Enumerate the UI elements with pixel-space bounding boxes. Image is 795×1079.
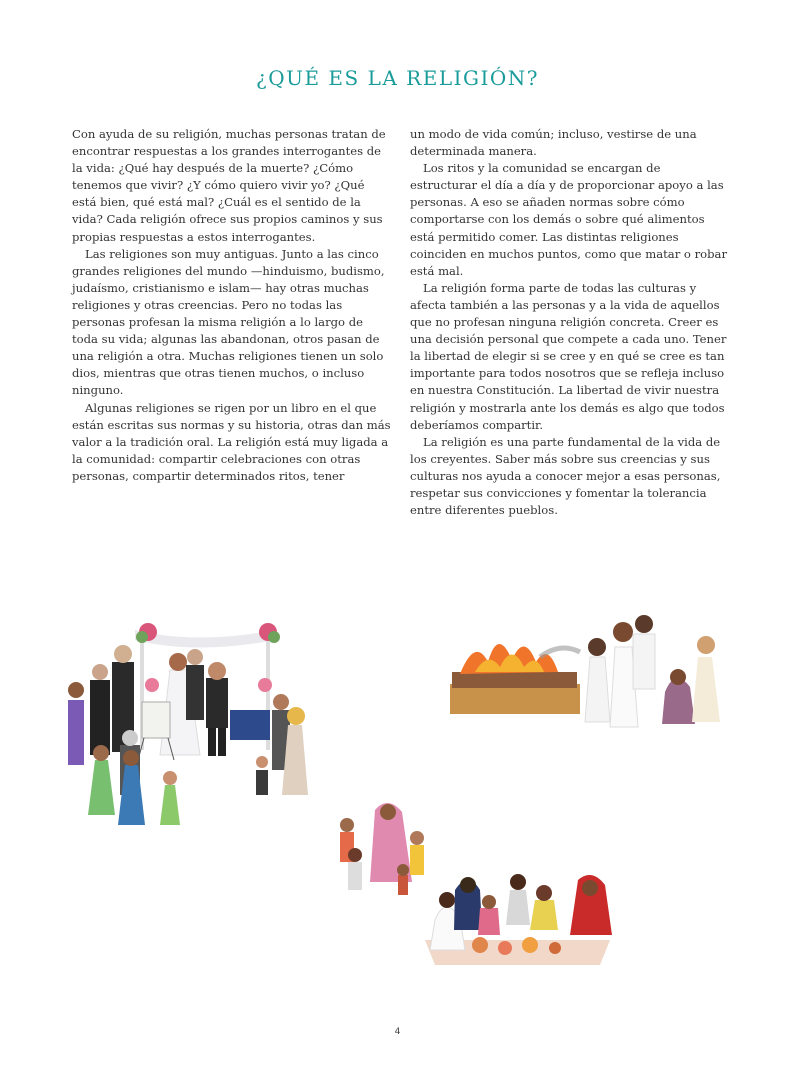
- wedding-illustration: [60, 610, 320, 835]
- paragraph: La religión forma parte de todas las culturas y afecta también a las personas y a la vida de aquellos que no profesan ninguna religión concreta. Creer es una decisión personal que compete a cada uno. Tener la libertad de elegir si se cree y en qué se cree es tan importante para todos nosotros que se refleja incluso en nuestra Constitución. La libertad de vivir nuestra religión y mostrarla ante los demás es algo que todos deberíamos compartir.: [410, 280, 727, 432]
- fire-ritual-illustration: [440, 612, 730, 737]
- paragraph: Las religiones son muy antiguas. Junto a las cinco grandes religiones del mundo —hinduismo, budismo, judaísmo, cristianismo e islam— hay otras muchas religiones y otras creencias. Pero no todas las personas profesan la misma religión a lo largo de toda su vida; algunas las abandonan, otros pasan de una religión a otra. Muchas religiones tienen un solo dios, mientras que otras tienen muchos, o incluso ninguno.: [72, 246, 385, 398]
- community-meal-illustration: [330, 790, 625, 970]
- page-number: 4: [394, 1027, 401, 1037]
- paragraph: La religión es una parte fundamental de la vida de los creyentes. Saber más sobre sus creencias y sus culturas nos ayuda a conocer mejor a esas personas, respetar sus convicciones y fomentar la tolerancia entre diferentes pueblos.: [410, 434, 721, 518]
- text-column-left: [72, 126, 392, 485]
- paragraph: un modo de vida común; incluso, vestirse de una determinada manera.: [410, 127, 697, 159]
- paragraph: Algunas religiones se rigen por un libro en el que están escritas sus normas y su historia, otras dan más valor a la tradición oral. La religión está muy ligada a la comunidad: compartir celebraciones con otras personas, compartir determinados ritos, tener: [72, 400, 391, 483]
- paragraph: Los ritos y la comunidad se encargan de estructurar el día a día y de proporcionar apoyo a las personas. A eso se añaden normas sobre cómo comportarse con los demás o sobre qué alimentos está permitido comer. Las distintas religiones coinciden en muchos puntos, como que matar o robar está mal.: [410, 161, 727, 278]
- paragraph: Con ayuda de su religión, muchas personas tratan de encontrar respuestas a los grandes interrogantes de la vida: ¿Qué hay después de la muerte? ¿Cómo tenemos que vivir? ¿Y cómo quiero vivir yo? ¿Qué está bien, qué está mal? ¿Cuál es el sentido de la vida? Cada religión ofrece sus propios caminos y sus propias respuestas a estos interrogantes.: [72, 127, 386, 244]
- text-column-right: [410, 126, 728, 519]
- page-title: ¿QUÉ ES LA RELIGIÓN?: [255, 66, 539, 90]
